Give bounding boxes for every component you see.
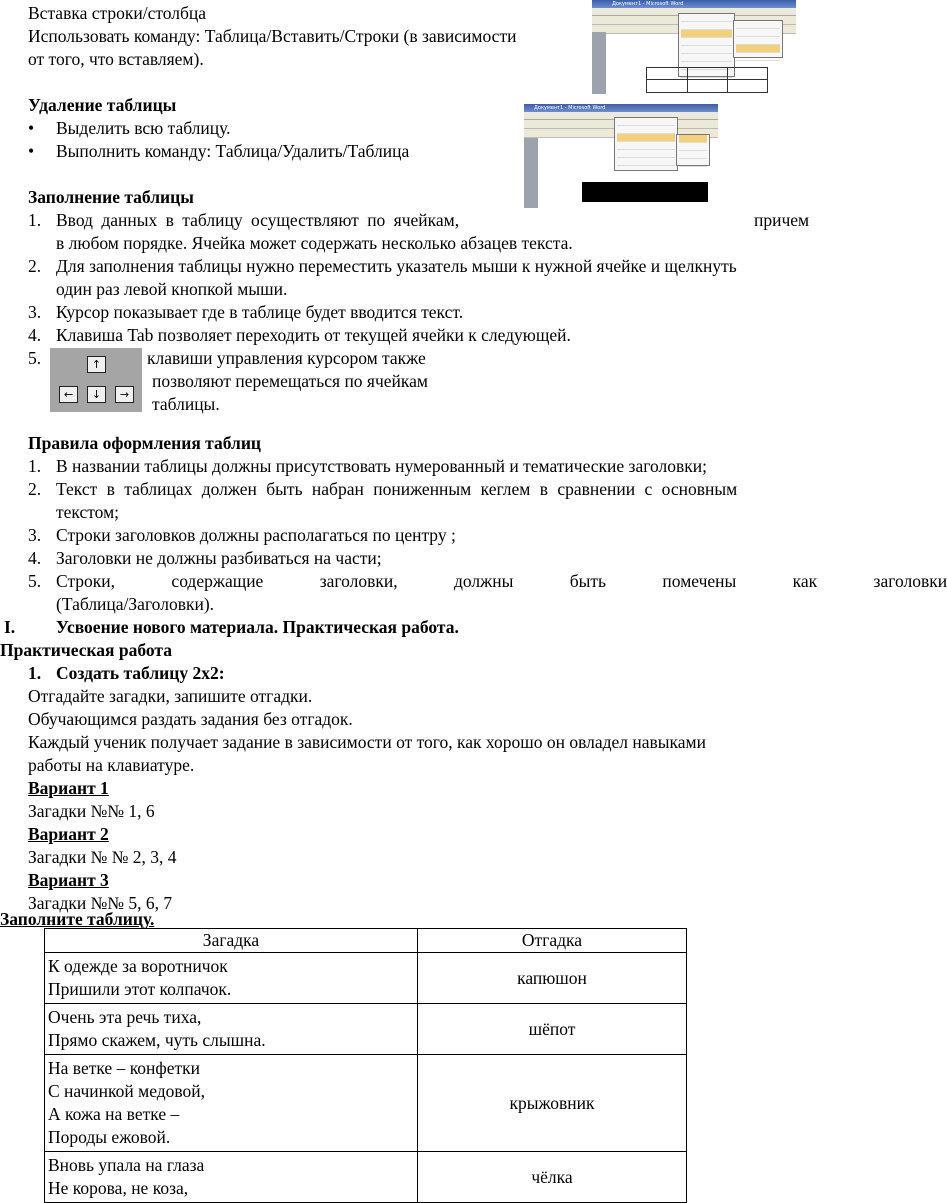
list-number: 1. xyxy=(28,210,42,230)
rules-heading: Правила оформления таблиц xyxy=(28,433,262,453)
rules-item-5-a: Строки, содержащие заголовки, должны быть помечены как заголовки xyxy=(56,571,947,591)
rules-item-1: В названии таблицы должны присутствовать нумерованный и тематические заголовки; xyxy=(56,456,707,476)
riddle-line: С начинкой медовой, xyxy=(48,1081,206,1101)
delete-heading: Удаление таблицы xyxy=(28,95,177,115)
fill-item-3: Курсор показывает где в таблице будет вводится текст. xyxy=(56,302,464,322)
list-number: 3. xyxy=(28,525,42,545)
fill-item-1-b: причем xyxy=(754,210,810,230)
delete-item-1: Выделить всю таблицу. xyxy=(56,118,231,138)
riddle-line: Вновь упала на глаза xyxy=(48,1155,205,1175)
riddle-cell xyxy=(45,1152,418,1203)
rules-item-4: Заголовки не должны разбиваться на части; xyxy=(56,548,382,568)
riddle-cell xyxy=(45,1055,418,1152)
riddle-line: Не корова, не коза, xyxy=(48,1178,189,1198)
riddle-line: На ветке – конфетки xyxy=(48,1058,201,1078)
variant-2-text: Загадки № № 2, 3, 4 xyxy=(28,847,177,867)
variant-1-heading: Вариант 1 xyxy=(28,778,109,798)
practical-heading: Практическая работа xyxy=(0,640,172,660)
screenshot-title: Документ1 - Microsoft Word xyxy=(592,0,796,8)
arrow-down-icon: ↓ xyxy=(87,386,106,403)
answer-cell: крыжовник xyxy=(418,1055,687,1152)
section-title: Усвоение нового материала. Практическая работа. xyxy=(56,617,459,637)
table-row xyxy=(45,1152,687,1203)
answer-cell: капюшон xyxy=(418,953,687,1004)
variant-3-heading: Вариант 3 xyxy=(28,870,109,890)
fill-item-5-a: клавиши управления курсором также xyxy=(147,348,426,368)
task-title: Создать таблицу 2х2: xyxy=(56,663,225,683)
insert-submenu xyxy=(733,20,783,58)
redacted-image xyxy=(582,182,708,202)
table-row xyxy=(45,1055,687,1152)
mini-table xyxy=(646,67,768,93)
rules-item-2-a: Текст в таблицах должен быть набран пониженным кеглем в сравнении с основным xyxy=(56,479,738,499)
riddle-cell xyxy=(45,953,418,1004)
insert-text-line2: от того, что вставляем). xyxy=(28,49,204,69)
riddle-line: Очень эта речь тиха, xyxy=(48,1007,202,1027)
fill-item-1-a: Ввод данных в таблицу осуществляют по ячейкам, xyxy=(56,210,460,230)
list-number: 2. xyxy=(28,256,42,276)
fill-heading: Заполнение таблицы xyxy=(28,187,194,207)
list-number: 5. xyxy=(28,348,42,368)
table-row xyxy=(45,953,687,1004)
fill-item-2-a: Для заполнения таблицы нужно переместить указатель мыши к нужной ячейке и щелкнуть xyxy=(56,256,737,276)
table-row xyxy=(45,1004,687,1055)
riddle-line: Пришили этот колпачок. xyxy=(48,979,232,999)
insert-text-line1: Использовать команду: Таблица/Вставить/Строки (в зависимости xyxy=(28,26,517,46)
arrow-left-icon: ← xyxy=(59,386,78,403)
practical-p3-b: работы на клавиатуре. xyxy=(28,755,195,775)
fill-item-1-c: в любом порядке. Ячейка может содержать несколько абзацев текста. xyxy=(56,233,573,253)
list-number: 1. xyxy=(28,456,42,476)
list-number: 5. xyxy=(28,571,42,591)
rules-item-3: Строки заголовков должны располагаться по центру ; xyxy=(56,525,456,545)
practical-p3-a: Каждый ученик получает задание в зависимости от того, как хорошо он овладел навыками xyxy=(28,732,706,752)
rules-item-5-b: (Таблица/Заголовки). xyxy=(56,594,215,614)
list-number: 4. xyxy=(28,548,42,568)
fill-item-5-b: позволяют перемещаться по ячейкам xyxy=(152,371,428,391)
answer-cell: шёпот xyxy=(418,1004,687,1055)
fill-item-2-b: один раз левой кнопкой мыши. xyxy=(56,279,288,299)
practical-p2: Обучающимся раздать задания без отгадок. xyxy=(28,709,353,729)
bullet: • xyxy=(28,141,35,161)
header-answer: Отгадка xyxy=(418,929,687,953)
bullet: • xyxy=(28,118,35,138)
riddle-line: Породы ежовой. xyxy=(48,1127,171,1147)
riddle-table xyxy=(44,928,687,1203)
header-riddle: Загадка xyxy=(45,929,418,953)
practical-p1: Отгадайте загадки, запишите отгадки. xyxy=(28,686,313,706)
task-number: 1. xyxy=(28,663,42,683)
riddle-cell xyxy=(45,1004,418,1055)
fill-item-4: Клавиша Tab позволяет переходить от текущей ячейки к следующей. xyxy=(56,325,571,345)
fill-table-heading: Заполните таблицу. xyxy=(0,909,155,929)
insert-heading: Вставка строки/столбца xyxy=(28,3,207,23)
fill-item-5-c: таблицы. xyxy=(152,394,220,414)
arrow-up-icon: ↑ xyxy=(87,356,106,373)
delete-item-2: Выполнить команду: Таблица/Удалить/Таблица xyxy=(56,141,410,161)
answer-cell: чёлка xyxy=(418,1152,687,1203)
riddle-line: Прямо скажем, чуть слышна. xyxy=(48,1030,266,1050)
list-number: 2. xyxy=(28,479,42,499)
delete-submenu xyxy=(676,134,710,166)
variant-3-text: Загадки №№ 5, 6, 7 xyxy=(28,893,173,913)
variant-2-heading: Вариант 2 xyxy=(28,824,109,844)
riddle-line: А кожа на ветке – xyxy=(48,1104,180,1124)
screenshot-title: Документ1 - Microsoft Word xyxy=(524,104,718,112)
table-header-row xyxy=(45,929,687,953)
variant-1-text: Загадки №№ 1, 6 xyxy=(28,801,155,821)
section-roman: I. xyxy=(4,617,16,637)
list-number: 4. xyxy=(28,325,42,345)
rules-item-2-b: текстом; xyxy=(56,502,120,522)
table-menu-dropdown xyxy=(614,117,678,171)
arrow-keys-image xyxy=(50,348,142,412)
word-insert-rows-screenshot xyxy=(592,0,796,94)
riddle-line: К одежде за воротничок xyxy=(48,956,228,976)
arrow-right-icon: → xyxy=(115,386,134,403)
list-number: 3. xyxy=(28,302,42,322)
